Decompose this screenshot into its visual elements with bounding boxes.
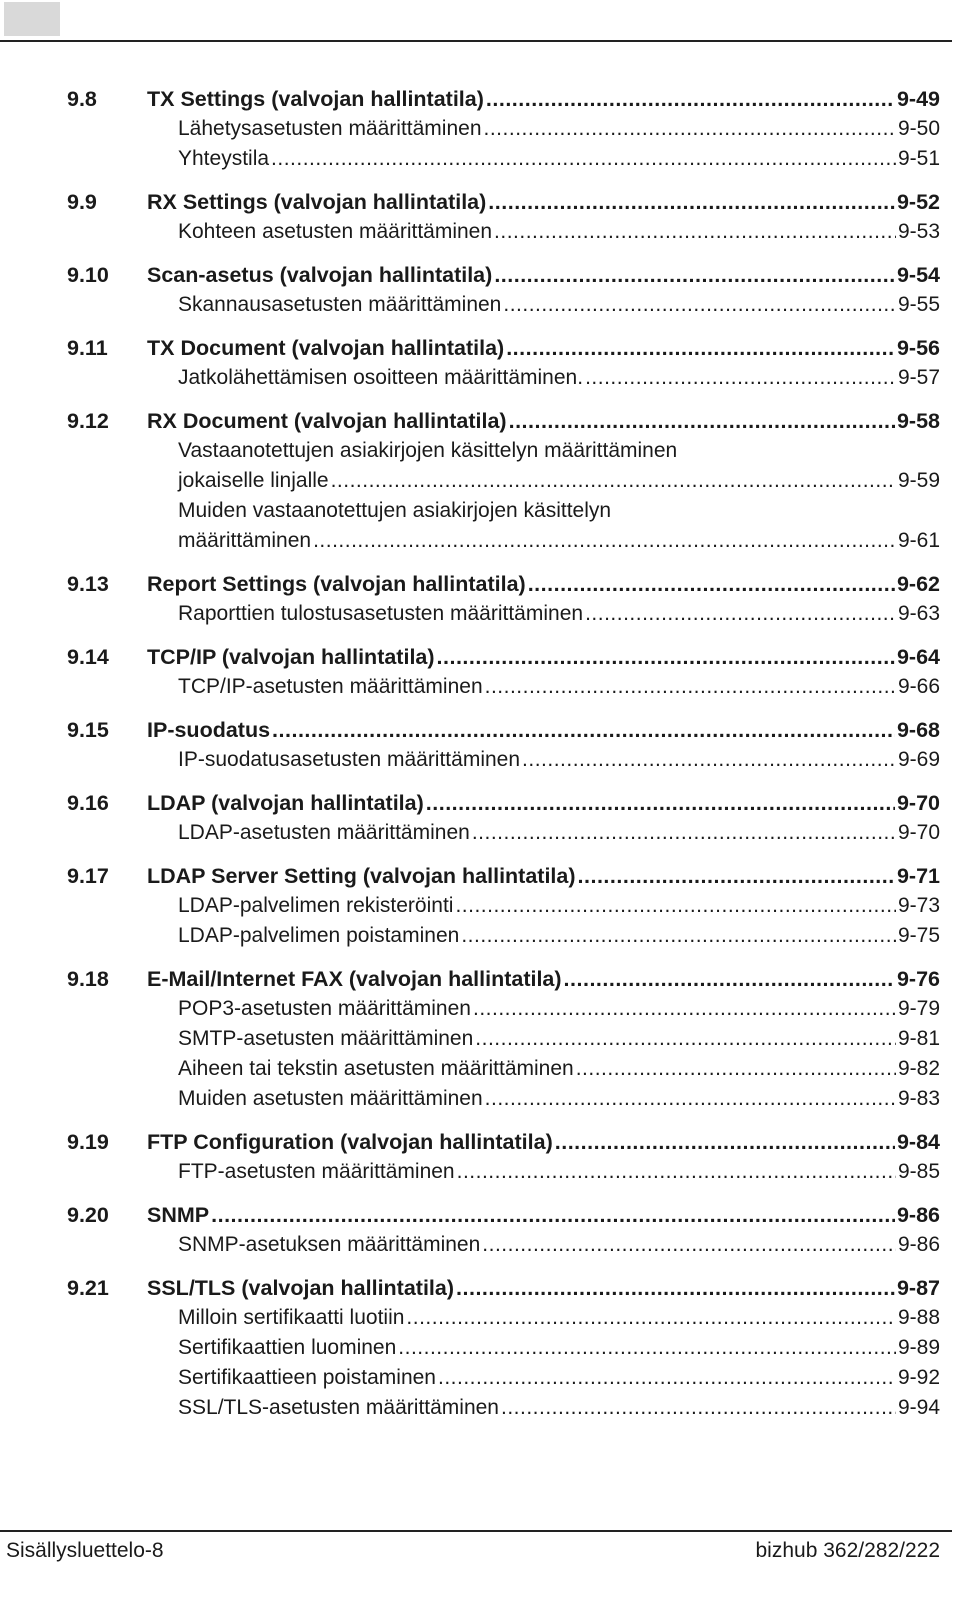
subsection-title: SMTP-asetusten määrittäminen <box>178 1027 474 1050</box>
toc-subsection-entry[interactable] <box>67 1157 940 1187</box>
toc-section-entry[interactable] <box>67 406 940 436</box>
dot-leader <box>578 861 895 891</box>
toc-section-entry[interactable] <box>67 333 940 363</box>
page-number: 9-52 <box>896 190 940 214</box>
section-number: 9.8 <box>67 87 97 111</box>
dot-leader <box>494 260 895 290</box>
toc-subsection-entry[interactable] <box>67 818 940 848</box>
dot-leader <box>272 715 895 745</box>
dot-leader <box>313 526 896 556</box>
section-number: 9.17 <box>67 864 109 888</box>
section-title: TCP/IP (valvojan hallintatila) <box>147 645 435 669</box>
dot-leader <box>484 114 896 144</box>
page-number: 9-75 <box>897 924 940 947</box>
dot-leader <box>271 144 896 174</box>
section-title: RX Settings (valvojan hallintatila) <box>147 190 487 214</box>
dot-leader <box>472 818 896 848</box>
subsection-title: SNMP-asetuksen määrittäminen <box>178 1233 481 1256</box>
section-number: 9.19 <box>67 1130 109 1154</box>
toc-subsection-entry[interactable] <box>67 891 940 921</box>
toc-section-entry[interactable] <box>67 861 940 891</box>
page-number: 9-89 <box>897 1336 940 1359</box>
toc-section-entry[interactable] <box>67 84 940 114</box>
subsection-title: Aiheen tai tekstin asetusten määrittäminen <box>178 1057 574 1080</box>
toc-subsection-entry[interactable] <box>67 672 940 702</box>
toc-subsection-entry[interactable] <box>67 1230 940 1260</box>
page-number: 9-82 <box>897 1057 940 1080</box>
subsection-title: Sertifikaattieen poistaminen <box>178 1366 436 1389</box>
subsection-title-line: Muiden vastaanotettujen asiakirjojen käsittelyn <box>178 499 612 522</box>
section-title: SSL/TLS (valvojan hallintatila) <box>147 1276 455 1300</box>
section-number: 9.12 <box>67 409 109 433</box>
footer-product-name: bizhub 362/282/222 <box>755 1539 940 1562</box>
toc-section-entry[interactable] <box>67 1127 940 1157</box>
toc-subsection-entry[interactable] <box>67 290 940 320</box>
toc-subsection-entry[interactable] <box>67 921 940 951</box>
toc-subsection-entry[interactable] <box>67 994 940 1024</box>
section-number: 9.20 <box>67 1203 109 1227</box>
page-number: 9-56 <box>896 336 940 360</box>
section-title: E-Mail/Internet FAX (valvojan hallintatila) <box>147 967 562 991</box>
dot-leader <box>455 891 896 921</box>
dot-leader <box>506 333 895 363</box>
toc-subsection-entry[interactable] <box>67 1024 940 1054</box>
toc-section-entry[interactable] <box>67 260 940 290</box>
toc-subsection-entry[interactable] <box>67 436 940 496</box>
page-number: 9-54 <box>896 263 940 287</box>
dot-leader <box>331 466 896 496</box>
top-rule <box>0 40 952 42</box>
page-number: 9-59 <box>897 469 940 492</box>
toc-subsection-entry[interactable] <box>67 1333 940 1363</box>
toc-section-entry[interactable] <box>67 569 940 599</box>
dot-leader <box>398 1333 896 1363</box>
section-title: IP-suodatus <box>147 718 271 742</box>
toc-subsection-entry[interactable] <box>67 114 940 144</box>
dot-leader <box>501 1393 896 1423</box>
dot-leader <box>494 217 896 247</box>
page-number: 9-68 <box>896 718 940 742</box>
subsection-title: Skannausasetusten määrittäminen <box>178 293 502 316</box>
subsection-title: IP-suodatusasetusten määrittäminen <box>178 748 521 771</box>
toc-subsection-entry[interactable] <box>67 1054 940 1084</box>
section-number: 9.13 <box>67 572 109 596</box>
page-number: 9-61 <box>897 529 940 552</box>
page-number: 9-64 <box>896 645 940 669</box>
dot-leader <box>486 84 895 114</box>
dot-leader <box>211 1200 895 1230</box>
section-number: 9.10 <box>67 263 109 287</box>
page-number: 9-88 <box>897 1306 940 1329</box>
page-number: 9-58 <box>896 409 940 433</box>
section-number: 9.18 <box>67 967 109 991</box>
dot-leader <box>438 1363 896 1393</box>
section-number: 9.11 <box>67 336 108 360</box>
subsection-title: Muiden asetusten määrittäminen <box>178 1087 483 1110</box>
page-number: 9-57 <box>897 366 940 389</box>
dot-leader <box>509 406 895 436</box>
dot-leader <box>475 1024 896 1054</box>
page-number: 9-73 <box>897 894 940 917</box>
subsection-title: Raporttien tulostusasetusten määrittäminen <box>178 602 584 625</box>
dot-leader <box>576 1054 896 1084</box>
section-title: LDAP Server Setting (valvojan hallintatila) <box>147 864 576 888</box>
subsection-title: SSL/TLS-asetusten määrittäminen <box>178 1396 499 1419</box>
page-number: 9-79 <box>897 997 940 1020</box>
subsection-title: LDAP-asetusten määrittäminen <box>178 821 470 844</box>
toc-subsection-entry[interactable] <box>67 599 940 629</box>
toc-subsection-entry[interactable] <box>67 496 940 556</box>
toc-section-entry[interactable] <box>67 187 940 217</box>
section-title: LDAP (valvojan hallintatila) <box>147 791 424 815</box>
page-number: 9-53 <box>897 220 940 243</box>
dot-leader <box>555 1127 895 1157</box>
page-number: 9-87 <box>896 1276 940 1300</box>
section-title: TX Settings (valvojan hallintatila) <box>147 87 484 111</box>
subsection-title: Lähetysasetusten määrittäminen <box>178 117 482 140</box>
section-number: 9.9 <box>67 190 97 214</box>
subsection-title: määrittäminen <box>178 529 312 552</box>
dot-leader <box>488 187 895 217</box>
page-number: 9-62 <box>896 572 940 596</box>
page-number: 9-86 <box>897 1233 940 1256</box>
footer-section-label: Sisällysluettelo-8 <box>6 1539 164 1562</box>
table-of-contents <box>67 84 940 1423</box>
page-number: 9-85 <box>897 1160 940 1183</box>
dot-leader <box>485 1084 896 1114</box>
toc-section-entry[interactable] <box>67 1200 940 1230</box>
toc-subsection-entry[interactable] <box>67 144 940 174</box>
toc-section-entry[interactable] <box>67 715 940 745</box>
subsection-title: FTP-asetusten määrittäminen <box>178 1160 455 1183</box>
dot-leader <box>528 569 895 599</box>
section-number: 9.14 <box>67 645 109 669</box>
dot-leader <box>457 1157 896 1187</box>
subsection-title: Sertifikaattien luominen <box>178 1336 397 1359</box>
dot-leader <box>437 642 895 672</box>
page-number: 9-81 <box>897 1027 940 1050</box>
toc-section-entry[interactable] <box>67 964 940 994</box>
bottom-rule <box>0 1530 952 1532</box>
subsection-title: Kohteen asetusten määrittäminen <box>178 220 493 243</box>
page-tab-marker <box>4 2 60 36</box>
toc-section-entry[interactable] <box>67 642 940 672</box>
dot-leader <box>585 363 896 393</box>
dot-leader <box>461 921 896 951</box>
page-number: 9-94 <box>897 1396 940 1419</box>
toc-subsection-entry[interactable] <box>67 1393 940 1423</box>
toc-subsection-entry[interactable] <box>67 745 940 775</box>
dot-leader <box>426 788 895 818</box>
subsection-title: Jatkolähettämisen osoitteen määrittäminen. <box>178 366 584 389</box>
section-number: 9.16 <box>67 791 109 815</box>
dot-leader <box>585 599 896 629</box>
page-number: 9-86 <box>896 1203 940 1227</box>
subsection-title: TCP/IP-asetusten määrittäminen <box>178 675 483 698</box>
page-number: 9-69 <box>897 748 940 771</box>
page-number: 9-49 <box>896 87 940 111</box>
toc-subsection-entry[interactable] <box>67 1084 940 1114</box>
subsection-title-line: Vastaanotettujen asiakirjojen käsittelyn määrittäminen <box>178 439 678 462</box>
toc-subsection-entry[interactable] <box>67 1303 940 1333</box>
page-number: 9-70 <box>897 821 940 844</box>
subsection-title: jokaiselle linjalle <box>178 469 329 492</box>
section-title: Scan-asetus (valvojan hallintatila) <box>147 263 493 287</box>
page-number: 9-66 <box>897 675 940 698</box>
page-number: 9-83 <box>897 1087 940 1110</box>
page-number: 9-71 <box>896 864 940 888</box>
section-title: FTP Configuration (valvojan hallintatila) <box>147 1130 553 1154</box>
section-title: SNMP <box>147 1203 210 1227</box>
toc-section-entry[interactable] <box>67 1273 940 1303</box>
page-number: 9-63 <box>897 602 940 625</box>
page-number: 9-92 <box>897 1366 940 1389</box>
section-title: RX Document (valvojan hallintatila) <box>147 409 507 433</box>
page-number: 9-84 <box>896 1130 940 1154</box>
section-number: 9.21 <box>67 1276 109 1300</box>
toc-subsection-entry[interactable] <box>67 363 940 393</box>
dot-leader <box>406 1303 896 1333</box>
section-number: 9.15 <box>67 718 109 742</box>
subsection-title: LDAP-palvelimen poistaminen <box>178 924 460 947</box>
subsection-title: POP3-asetusten määrittäminen <box>178 997 471 1020</box>
dot-leader <box>456 1273 895 1303</box>
subsection-title: Milloin sertifikaatti luotiin <box>178 1306 405 1329</box>
subsection-title: LDAP-palvelimen rekisteröinti <box>178 894 454 917</box>
dot-leader <box>564 964 895 994</box>
dot-leader <box>503 290 896 320</box>
section-title: TX Document (valvojan hallintatila) <box>147 336 505 360</box>
dot-leader <box>485 672 896 702</box>
page-number: 9-51 <box>897 147 940 170</box>
toc-subsection-entry[interactable] <box>67 1363 940 1393</box>
dot-leader <box>482 1230 896 1260</box>
page-number: 9-70 <box>896 791 940 815</box>
page-number: 9-55 <box>897 293 940 316</box>
page-number: 9-50 <box>897 117 940 140</box>
toc-section-entry[interactable] <box>67 788 940 818</box>
dot-leader <box>522 745 896 775</box>
toc-subsection-entry[interactable] <box>67 217 940 247</box>
section-title: Report Settings (valvojan hallintatila) <box>147 572 526 596</box>
dot-leader <box>473 994 896 1024</box>
subsection-title: Yhteystila <box>178 147 270 170</box>
page-number: 9-76 <box>896 967 940 991</box>
